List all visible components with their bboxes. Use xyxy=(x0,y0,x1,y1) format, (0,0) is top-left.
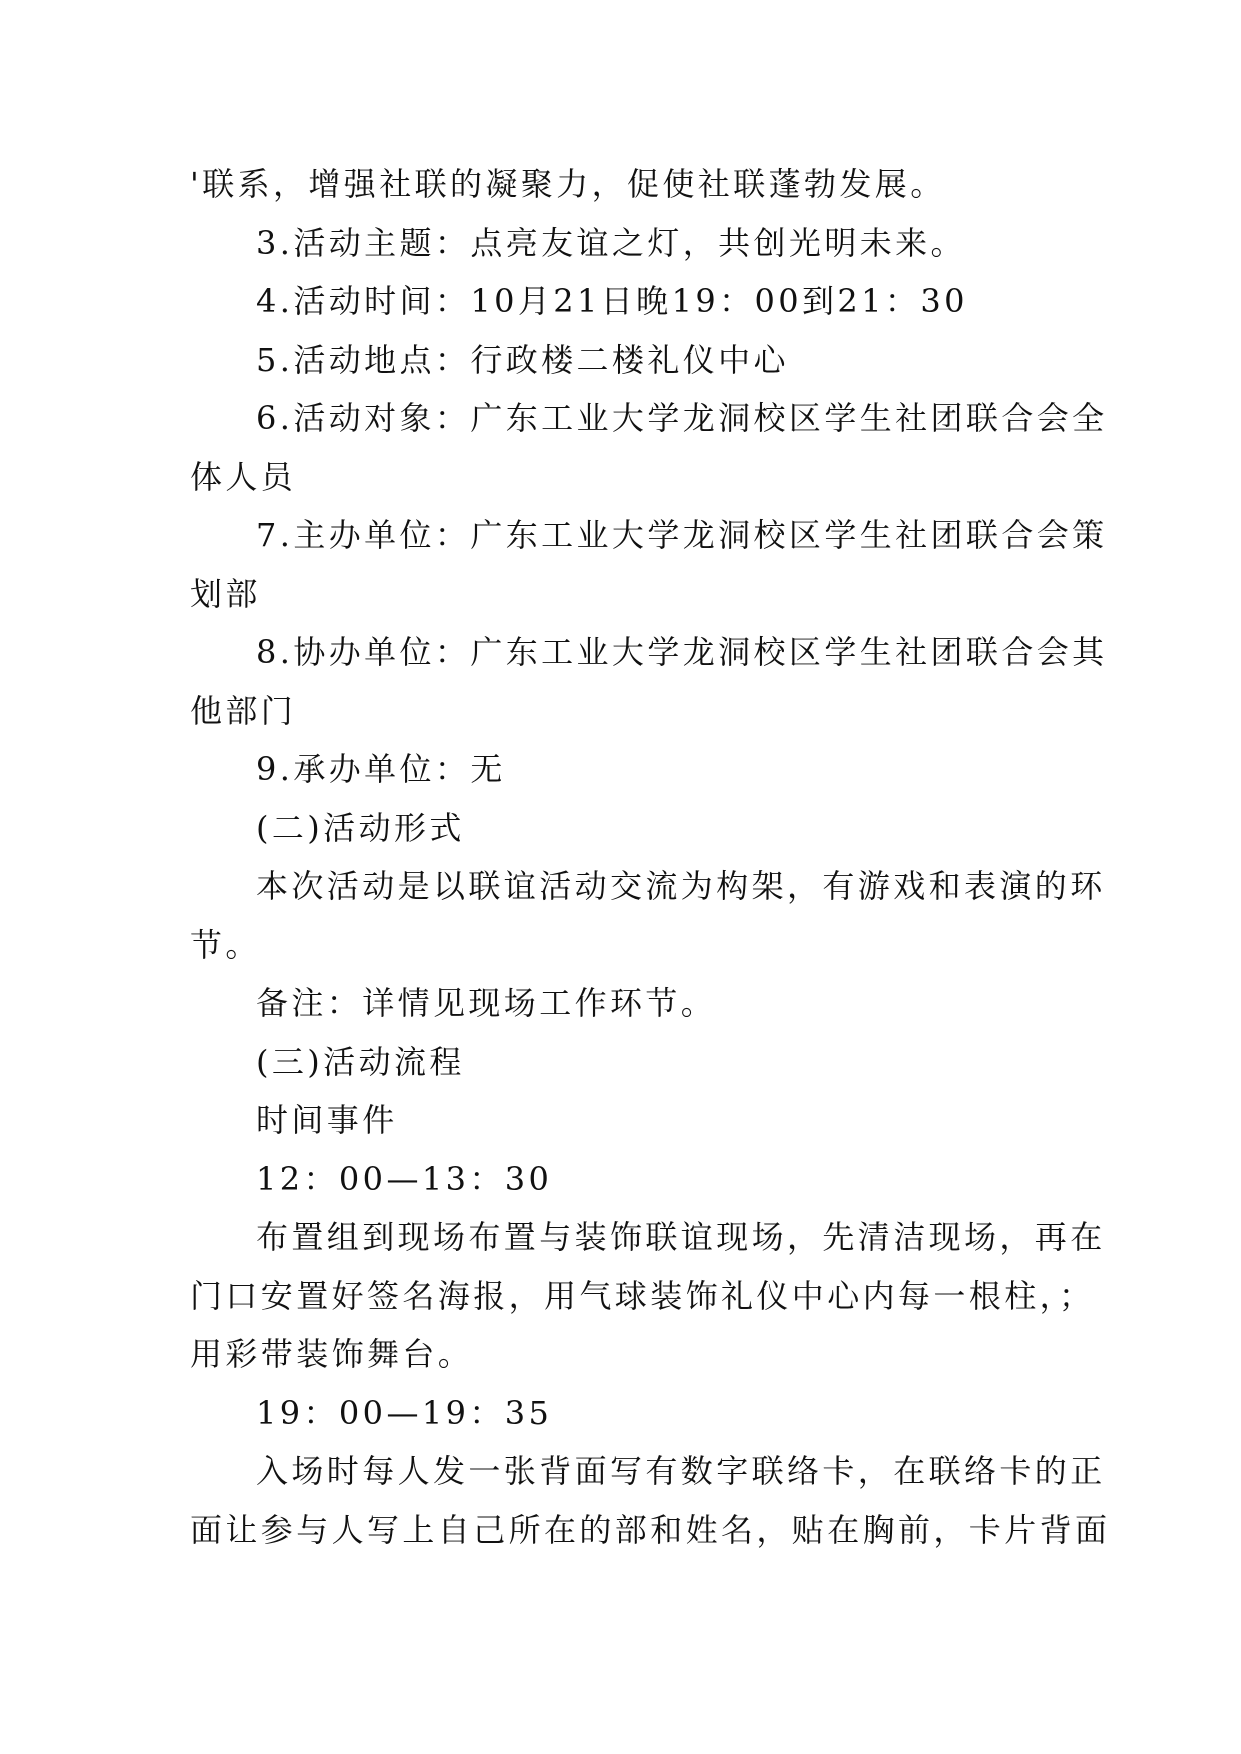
text-line: 面让参与人写上自己所在的部和姓名，贴在胸前，卡片背面 xyxy=(190,1510,1111,1549)
time-range: 19：00—19：35 xyxy=(256,1393,553,1432)
document-body xyxy=(190,155,1111,1559)
text-line: 用彩带装饰舞台。 xyxy=(190,1335,474,1373)
text-line: 6.活动对象：广东工业大学龙洞校区学生社团联合会全 xyxy=(256,399,1108,437)
text-line: 门口安置好签名海报，用气球装饰礼仪中心内每一根柱，； xyxy=(190,1276,1095,1315)
text-line: 5.活动地点：行政楼二楼礼仪中心 xyxy=(256,340,789,379)
text-line: 划部 xyxy=(190,574,261,613)
section-heading: (三)活动流程 xyxy=(256,1042,465,1081)
text-line: 入场时每人发一张背面写有数字联络卡，在联络卡的正 xyxy=(256,1452,1106,1490)
text-line: 8.协办单位：广东工业大学龙洞校区学生社团联合会其 xyxy=(256,633,1108,671)
text-line: 时间事件 xyxy=(256,1101,398,1139)
text-line: 3.活动主题：点亮友谊之灯，共创光明未来。 xyxy=(256,223,966,262)
text-line: 布置组到现场布置与装饰联谊现场，先清洁现场，再在 xyxy=(256,1218,1106,1256)
text-line: 7.主办单位：广东工业大学龙洞校区学生社团联合会策 xyxy=(256,516,1108,554)
text-line: 节。 xyxy=(190,925,261,964)
text-line: 备注：详情见现场工作环节。 xyxy=(256,984,717,1022)
text-line: '联系，增强社联的凝聚力，促使社联蓬勃发展。 xyxy=(190,165,946,203)
text-line: 体人员 xyxy=(190,457,297,496)
text-line: 9.承办单位：无 xyxy=(256,750,506,788)
text-line: 本次活动是以联谊活动交流为构架，有游戏和表演的环 xyxy=(256,867,1106,905)
text-line: 他部门 xyxy=(190,691,297,730)
section-heading: (二)活动形式 xyxy=(256,808,465,847)
text-line: 4.活动时间：10月21日晚19：00到21：30 xyxy=(256,282,968,320)
time-range: 12：00—13：30 xyxy=(256,1159,553,1198)
